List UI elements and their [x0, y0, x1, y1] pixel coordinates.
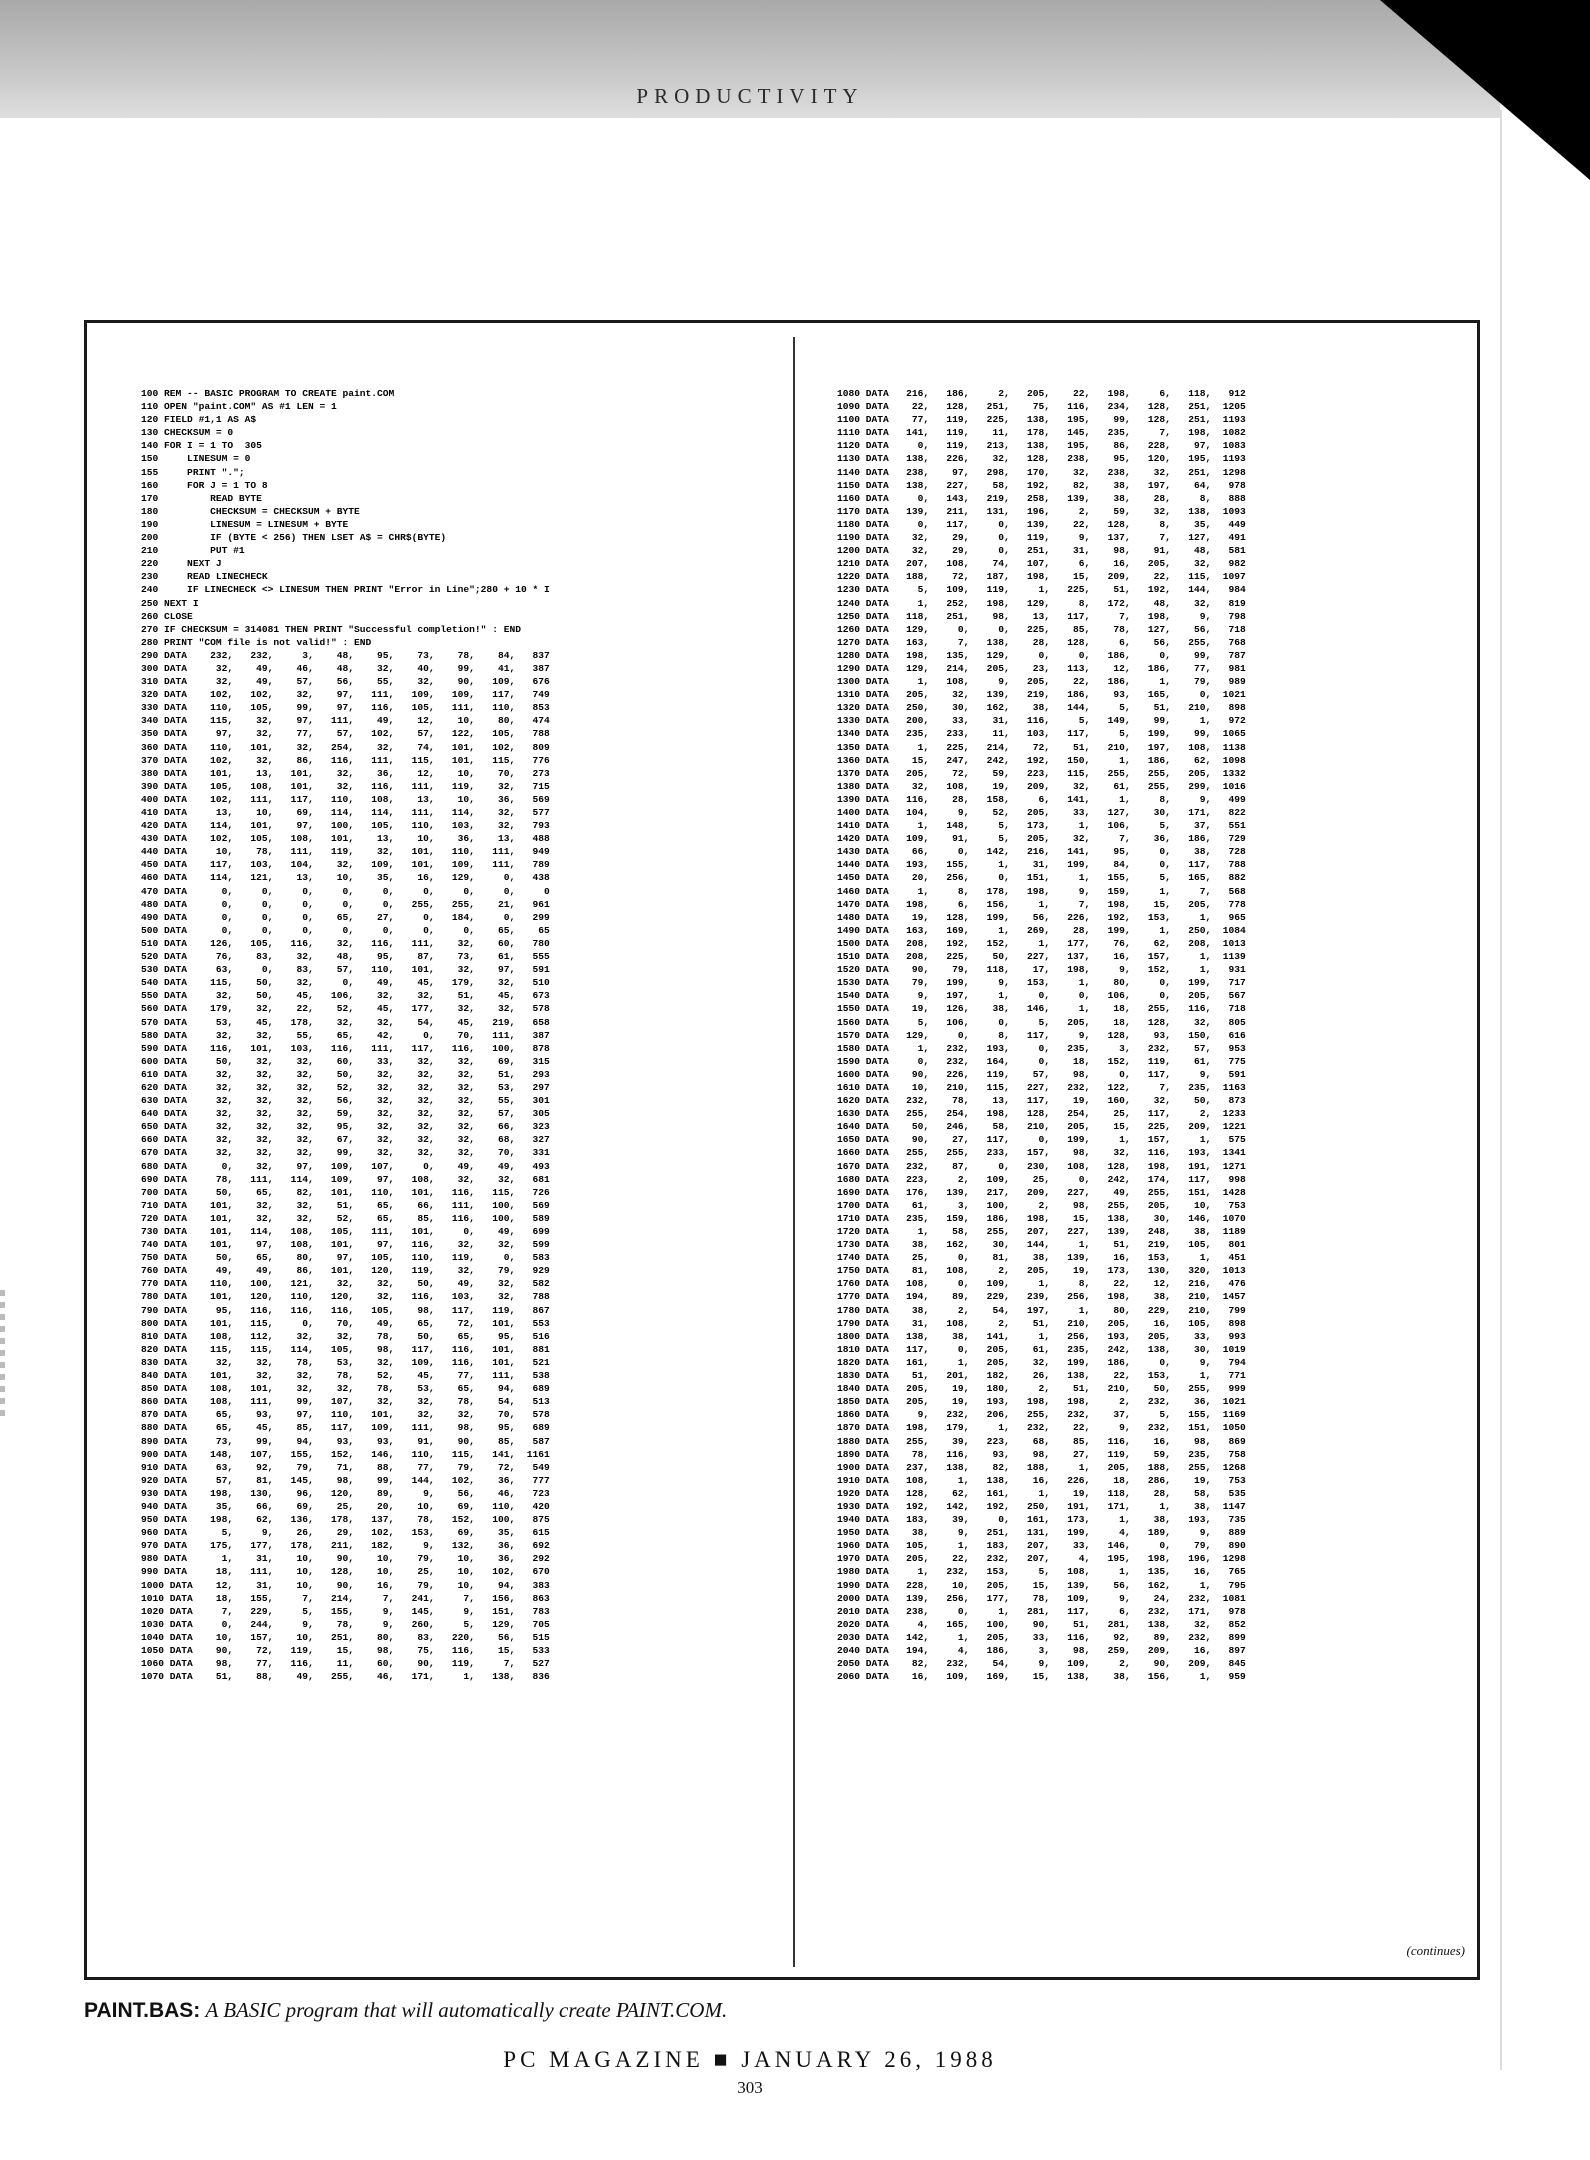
code-line: 2030 DATA 142, 1, 205, 33, 116, 92, 89, 232, 899	[837, 1631, 1246, 1643]
code-line: 580 DATA 32, 32, 55, 65, 42, 0, 70, 111, 387	[141, 1029, 550, 1041]
code-line: 1440 DATA 193, 155, 1, 31, 199, 84, 0, 117, 788	[837, 859, 1246, 871]
code-line: 1690 DATA 176, 139, 217, 209, 227, 49, 255, 151, 1428	[837, 1186, 1246, 1198]
code-line: 380 DATA 101, 13, 101, 32, 36, 12, 10, 70, 273	[141, 767, 550, 779]
code-line: 1760 DATA 108, 0, 109, 1, 8, 22, 12, 216, 476	[837, 1278, 1246, 1290]
code-line: 590 DATA 116, 101, 103, 116, 111, 117, 116, 100, 878	[141, 1042, 550, 1054]
code-line: 670 DATA 32, 32, 32, 99, 32, 32, 32, 70, 331	[141, 1147, 550, 1159]
code-line: 1890 DATA 78, 116, 93, 98, 27, 119, 59, 235, 758	[837, 1448, 1246, 1460]
code-line: 160 FOR J = 1 TO 8	[141, 479, 268, 491]
code-line: 2020 DATA 4, 165, 100, 90, 51, 281, 138, 32, 852	[837, 1618, 1246, 1630]
code-line: 110 OPEN "paint.COM" AS #1 LEN = 1	[141, 401, 337, 413]
code-line: 960 DATA 5, 9, 26, 29, 102, 153, 69, 35, 615	[141, 1527, 550, 1539]
code-line: 1880 DATA 255, 39, 223, 68, 85, 116, 16, 98, 869	[837, 1435, 1246, 1447]
code-line: 1900 DATA 237, 138, 82, 188, 1, 205, 188, 255, 1268	[837, 1461, 1246, 1473]
code-line: 1240 DATA 1, 252, 198, 129, 8, 172, 48, 32, 819	[837, 597, 1246, 609]
code-line: 310 DATA 32, 49, 57, 56, 55, 32, 90, 109, 676	[141, 676, 550, 688]
code-line: 1170 DATA 139, 211, 131, 196, 2, 59, 32, 138, 1093	[837, 505, 1246, 517]
code-line: 990 DATA 18, 111, 10, 128, 10, 25, 10, 102, 670	[141, 1566, 550, 1578]
code-line: 750 DATA 50, 65, 80, 97, 105, 110, 119, 0, 583	[141, 1252, 550, 1264]
code-line: 450 DATA 117, 103, 104, 32, 109, 101, 109, 111, 789	[141, 859, 550, 871]
code-line: 570 DATA 53, 45, 178, 32, 32, 54, 45, 219, 658	[141, 1016, 550, 1028]
code-line: 1960 DATA 105, 1, 183, 207, 33, 146, 0, 79, 890	[837, 1540, 1246, 1552]
code-line: 240 IF LINECHECK <> LINESUM THEN PRINT "Error in Line";280 + 10 * I	[141, 584, 550, 596]
code-line: 1680 DATA 223, 2, 109, 25, 0, 242, 174, 117, 998	[837, 1173, 1246, 1185]
page-number: 303	[737, 2078, 763, 2097]
code-line: 1430 DATA 66, 0, 142, 216, 141, 95, 0, 38, 728	[837, 846, 1246, 858]
code-line: 1230 DATA 5, 109, 119, 1, 225, 51, 192, 144, 984	[837, 584, 1246, 596]
code-line: 530 DATA 63, 0, 83, 57, 110, 101, 32, 97, 591	[141, 964, 550, 976]
code-line: 140 FOR I = 1 TO 305	[141, 440, 262, 452]
code-line: 1090 DATA 22, 128, 251, 75, 116, 234, 128, 251, 1205	[837, 401, 1246, 413]
code-line: 1470 DATA 198, 6, 156, 1, 7, 198, 15, 205, 778	[837, 898, 1246, 910]
code-line: 940 DATA 35, 66, 69, 25, 20, 10, 69, 110, 420	[141, 1500, 550, 1512]
code-line: 1290 DATA 129, 214, 205, 23, 113, 12, 186, 77, 981	[837, 662, 1246, 674]
code-line: 1000 DATA 12, 31, 10, 90, 16, 79, 10, 94, 383	[141, 1579, 550, 1591]
code-line: 1540 DATA 9, 197, 1, 0, 0, 106, 0, 205, 567	[837, 990, 1246, 1002]
code-line: 430 DATA 102, 105, 108, 101, 13, 10, 36, 13, 488	[141, 833, 550, 845]
code-line: 1930 DATA 192, 142, 192, 250, 191, 171, 1, 38, 1147	[837, 1500, 1246, 1512]
code-line: 280 PRINT "COM file is not valid!" : END	[141, 636, 372, 648]
code-line: 1220 DATA 188, 72, 187, 198, 15, 209, 22, 115, 1097	[837, 571, 1246, 583]
corner-tab	[1380, 0, 1590, 180]
code-line: 1350 DATA 1, 225, 214, 72, 51, 210, 197, 108, 1138	[837, 741, 1246, 753]
code-line: 840 DATA 101, 32, 32, 78, 52, 45, 77, 111, 538	[141, 1370, 550, 1382]
code-line: 1740 DATA 25, 0, 81, 38, 139, 16, 153, 1, 451	[837, 1252, 1246, 1264]
code-line: 155 PRINT ".";	[141, 466, 245, 478]
code-line: 410 DATA 13, 10, 69, 114, 114, 111, 114, 32, 577	[141, 807, 550, 818]
code-line: 1660 DATA 255, 255, 233, 157, 98, 32, 116, 193, 1341	[837, 1147, 1246, 1159]
code-line: 1730 DATA 38, 162, 30, 144, 1, 51, 219, 105, 801	[837, 1239, 1246, 1251]
code-line: 730 DATA 101, 114, 108, 105, 111, 101, 0, 49, 699	[141, 1226, 550, 1237]
code-line: 2060 DATA 16, 109, 169, 15, 138, 38, 156, 1, 959	[837, 1671, 1246, 1683]
code-line: 1390 DATA 116, 28, 158, 6, 141, 1, 8, 9, 499	[837, 793, 1246, 805]
listing-column-right	[837, 387, 1246, 1683]
code-line: 1950 DATA 38, 9, 251, 131, 199, 4, 189, 9, 889	[837, 1527, 1246, 1539]
code-line: 1610 DATA 10, 210, 115, 227, 232, 122, 7, 235, 1163	[837, 1081, 1246, 1093]
code-line: 890 DATA 73, 99, 94, 93, 93, 91, 90, 85, 587	[141, 1435, 550, 1447]
code-line: 470 DATA 0, 0, 0, 0, 0, 0, 0, 0, 0	[141, 885, 550, 897]
code-line: 720 DATA 101, 32, 32, 52, 65, 85, 116, 100, 589	[141, 1212, 550, 1224]
code-line: 1640 DATA 50, 246, 58, 210, 205, 15, 225, 209, 1221	[837, 1121, 1246, 1133]
section-label: PRODUCTIVITY	[636, 84, 864, 108]
code-line: 1970 DATA 205, 22, 232, 207, 4, 195, 198, 196, 1298	[837, 1553, 1246, 1565]
code-line: 1080 DATA 216, 186, 2, 205, 22, 198, 6, 118, 912	[837, 388, 1246, 399]
code-line: 490 DATA 0, 0, 0, 65, 27, 0, 184, 0, 299	[141, 911, 550, 923]
code-line: 260 CLOSE	[141, 610, 193, 622]
code-line: 1780 DATA 38, 2, 54, 197, 1, 80, 229, 210, 799	[837, 1304, 1246, 1316]
code-line: 1160 DATA 0, 143, 219, 258, 139, 38, 28, 8, 888	[837, 492, 1246, 504]
code-line: 1130 DATA 138, 226, 32, 128, 238, 95, 120, 195, 1193	[837, 453, 1246, 465]
code-line: 910 DATA 63, 92, 79, 71, 88, 77, 79, 72, 549	[141, 1461, 550, 1473]
code-line: 1270 DATA 163, 7, 138, 28, 128, 6, 56, 255, 768	[837, 636, 1246, 648]
code-line: 1010 DATA 18, 155, 7, 214, 7, 241, 7, 156, 863	[141, 1592, 550, 1604]
code-line: 1040 DATA 10, 157, 10, 251, 80, 83, 220, 56, 515	[141, 1631, 550, 1643]
code-line: 1150 DATA 138, 227, 58, 192, 82, 38, 197, 64, 978	[837, 479, 1246, 491]
code-line: 610 DATA 32, 32, 32, 50, 32, 32, 32, 51, 293	[141, 1068, 550, 1080]
code-line: 760 DATA 49, 49, 86, 101, 120, 119, 32, 79, 929	[141, 1265, 550, 1277]
code-line: 540 DATA 115, 50, 32, 0, 49, 45, 179, 32, 510	[141, 977, 550, 989]
code-line: 1380 DATA 32, 108, 19, 209, 32, 61, 255, 299, 1016	[837, 780, 1246, 792]
code-line: 850 DATA 108, 101, 32, 32, 78, 53, 65, 94, 689	[141, 1383, 550, 1395]
code-line: 1770 DATA 194, 89, 229, 239, 256, 198, 38, 210, 1457	[837, 1291, 1246, 1303]
code-line: 1800 DATA 138, 38, 141, 1, 256, 193, 205, 33, 993	[837, 1330, 1246, 1342]
code-line: 1570 DATA 129, 0, 8, 117, 9, 128, 93, 150, 616	[837, 1029, 1246, 1041]
code-line: 790 DATA 95, 116, 116, 116, 105, 98, 117, 119, 867	[141, 1304, 550, 1316]
code-line: 1850 DATA 205, 19, 193, 198, 198, 2, 232, 36, 1021	[837, 1396, 1246, 1408]
code-line: 400 DATA 102, 111, 117, 110, 108, 13, 10, 36, 569	[141, 793, 550, 805]
code-line: 290 DATA 232, 232, 3, 48, 95, 73, 78, 84, 837	[141, 649, 550, 661]
code-line: 1510 DATA 208, 225, 50, 227, 137, 16, 157, 1, 1139	[837, 951, 1246, 963]
code-line: 1410 DATA 1, 148, 5, 173, 1, 106, 5, 37, 551	[837, 820, 1246, 832]
code-line: 1060 DATA 98, 77, 116, 11, 60, 90, 119, 7, 527	[141, 1658, 550, 1670]
code-line: 1330 DATA 200, 33, 31, 116, 5, 149, 99, 1, 972	[837, 715, 1246, 727]
code-line: 510 DATA 126, 105, 116, 32, 116, 111, 32, 60, 780	[141, 937, 550, 949]
code-line: 550 DATA 32, 50, 45, 106, 32, 32, 51, 45, 673	[141, 990, 550, 1002]
code-line: 1920 DATA 128, 62, 161, 1, 19, 118, 28, 58, 535	[837, 1487, 1246, 1499]
code-line: 1370 DATA 205, 72, 59, 223, 115, 255, 255, 205, 1332	[837, 767, 1246, 779]
code-line: 900 DATA 148, 107, 155, 152, 146, 110, 115, 141, 1161	[141, 1448, 550, 1460]
code-line: 420 DATA 114, 101, 97, 100, 105, 110, 103, 32, 793	[141, 820, 550, 832]
page-edge-rule	[1500, 110, 1502, 2070]
code-line: 690 DATA 78, 111, 114, 109, 97, 108, 32, 32, 681	[141, 1173, 550, 1185]
code-line: 1300 DATA 1, 108, 9, 205, 22, 186, 1, 79, 989	[837, 676, 1246, 688]
code-line: 440 DATA 10, 78, 111, 119, 32, 101, 110, 111, 949	[141, 846, 550, 858]
listing-column-left	[141, 387, 550, 1683]
code-line: 740 DATA 101, 97, 108, 101, 97, 116, 32, 32, 599	[141, 1239, 550, 1251]
code-line: 1360 DATA 15, 247, 242, 192, 150, 1, 186, 62, 1098	[837, 754, 1246, 766]
program-listing-box	[84, 320, 1480, 1980]
code-line: 350 DATA 97, 32, 77, 57, 102, 57, 122, 105, 788	[141, 728, 550, 740]
code-line: 660 DATA 32, 32, 32, 67, 32, 32, 32, 68, 327	[141, 1134, 550, 1146]
code-line: 1940 DATA 183, 39, 0, 161, 173, 1, 38, 193, 735	[837, 1514, 1246, 1526]
code-line: 320 DATA 102, 102, 32, 97, 111, 109, 109, 117, 749	[141, 689, 550, 701]
code-line: 390 DATA 105, 108, 101, 32, 116, 111, 119, 32, 715	[141, 780, 550, 792]
caption-title: PAINT.BAS:	[84, 1999, 201, 2022]
code-line: 640 DATA 32, 32, 32, 59, 32, 32, 32, 57, 305	[141, 1108, 550, 1120]
code-line: 920 DATA 57, 81, 145, 98, 99, 144, 102, 36, 777	[141, 1474, 550, 1486]
code-line: 220 NEXT J	[141, 558, 222, 570]
code-line: 1530 DATA 79, 199, 9, 153, 1, 80, 0, 199, 717	[837, 977, 1246, 989]
code-line: 460 DATA 114, 121, 13, 10, 35, 16, 129, 0, 438	[141, 872, 550, 884]
code-line: 810 DATA 108, 112, 32, 32, 78, 50, 65, 95, 516	[141, 1330, 550, 1342]
code-line: 2010 DATA 238, 0, 1, 281, 117, 6, 232, 171, 978	[837, 1605, 1246, 1617]
code-line: 480 DATA 0, 0, 0, 0, 0, 255, 255, 21, 961	[141, 898, 550, 910]
code-line: 170 READ BYTE	[141, 492, 262, 504]
code-line: 1580 DATA 1, 232, 193, 0, 235, 3, 232, 57, 953	[837, 1042, 1246, 1054]
code-line: 1190 DATA 32, 29, 0, 119, 9, 137, 7, 127, 491	[837, 532, 1246, 544]
code-line: 1980 DATA 1, 232, 153, 5, 108, 1, 135, 16, 765	[837, 1566, 1246, 1578]
code-line: 210 PUT #1	[141, 545, 245, 557]
code-line: 1990 DATA 228, 10, 205, 15, 139, 56, 162, 1, 795	[837, 1579, 1246, 1591]
code-line: 1420 DATA 109, 91, 5, 205, 32, 7, 36, 186, 729	[837, 833, 1246, 845]
code-line: 980 DATA 1, 31, 10, 90, 10, 79, 10, 36, 292	[141, 1553, 550, 1565]
code-line: 300 DATA 32, 49, 46, 48, 32, 40, 99, 41, 387	[141, 662, 550, 674]
code-line: 680 DATA 0, 32, 97, 109, 107, 0, 49, 49, 493	[141, 1160, 550, 1172]
code-line: 200 IF (BYTE < 256) THEN LSET A$ = CHR$(BYTE)	[141, 532, 447, 544]
code-line: 180 CHECKSUM = CHECKSUM + BYTE	[141, 505, 360, 517]
code-line: 1650 DATA 90, 27, 117, 0, 199, 1, 157, 1, 575	[837, 1134, 1246, 1146]
code-line: 1860 DATA 9, 232, 206, 255, 232, 37, 5, 155, 1169	[837, 1409, 1246, 1421]
code-line: 1180 DATA 0, 117, 0, 139, 22, 128, 8, 35, 449	[837, 518, 1246, 530]
code-line: 1870 DATA 198, 179, 1, 232, 22, 9, 232, 151, 1050	[837, 1422, 1246, 1434]
code-line: 650 DATA 32, 32, 32, 95, 32, 32, 32, 66, 323	[141, 1121, 550, 1133]
column-divider	[793, 337, 795, 1967]
code-line: 2040 DATA 194, 4, 186, 3, 98, 259, 209, 16, 897	[837, 1645, 1246, 1656]
code-line: 710 DATA 101, 32, 32, 51, 65, 66, 111, 100, 569	[141, 1199, 550, 1211]
footer-magazine: PC MAGAZINE ■ JANUARY 26, 1988	[503, 2047, 997, 2072]
code-line: 1550 DATA 19, 126, 38, 146, 1, 18, 255, 116, 718	[837, 1003, 1246, 1015]
code-line: 630 DATA 32, 32, 32, 56, 32, 32, 32, 55, 301	[141, 1095, 550, 1107]
code-line: 1460 DATA 1, 8, 178, 198, 9, 159, 1, 7, 568	[837, 885, 1246, 897]
code-line: 1110 DATA 141, 119, 11, 178, 145, 235, 7, 198, 1082	[837, 427, 1246, 439]
code-line: 1250 DATA 118, 251, 98, 13, 117, 7, 198, 9, 798	[837, 610, 1246, 622]
code-line: 1450 DATA 20, 256, 0, 151, 1, 155, 5, 165, 882	[837, 872, 1246, 884]
code-line: 1700 DATA 61, 3, 100, 2, 98, 255, 205, 10, 753	[837, 1199, 1246, 1211]
code-line: 100 REM -- BASIC PROGRAM TO CREATE paint.COM	[141, 388, 395, 399]
caption-text: A BASIC program that will automatically create PAINT.COM.	[205, 1998, 728, 2022]
code-line: 250 NEXT I	[141, 597, 199, 609]
code-line: 870 DATA 65, 93, 97, 110, 101, 32, 32, 70, 578	[141, 1409, 550, 1421]
code-line: 1590 DATA 0, 232, 164, 0, 18, 152, 119, 61, 775	[837, 1055, 1246, 1067]
code-line: 230 READ LINECHECK	[141, 571, 268, 583]
figure-caption	[84, 1998, 727, 2023]
code-line: 620 DATA 32, 32, 32, 52, 32, 32, 32, 53, 297	[141, 1081, 550, 1093]
code-line: 370 DATA 102, 32, 86, 116, 111, 115, 101, 115, 776	[141, 754, 550, 766]
code-line: 1910 DATA 108, 1, 138, 16, 226, 18, 286, 19, 753	[837, 1474, 1246, 1486]
code-line: 1340 DATA 235, 233, 11, 103, 117, 5, 199, 99, 1065	[837, 728, 1246, 740]
code-line: 2000 DATA 139, 256, 177, 78, 109, 9, 24, 232, 1081	[837, 1592, 1246, 1604]
code-line: 1050 DATA 90, 72, 119, 15, 98, 75, 116, 15, 533	[141, 1645, 550, 1656]
code-line: 700 DATA 50, 65, 82, 101, 110, 101, 116, 115, 726	[141, 1186, 550, 1198]
code-line: 880 DATA 65, 45, 85, 117, 109, 111, 98, 95, 689	[141, 1422, 550, 1434]
code-line: 770 DATA 110, 100, 121, 32, 32, 50, 49, 32, 582	[141, 1278, 550, 1290]
code-line: 2050 DATA 82, 232, 54, 9, 109, 2, 90, 209, 845	[837, 1658, 1246, 1670]
code-line: 1830 DATA 51, 201, 182, 26, 138, 22, 153, 1, 771	[837, 1370, 1246, 1382]
code-line: 1670 DATA 232, 87, 0, 230, 108, 128, 198, 191, 1271	[837, 1160, 1246, 1172]
code-line: 600 DATA 50, 32, 32, 60, 33, 32, 32, 69, 315	[141, 1055, 550, 1067]
code-line: 930 DATA 198, 130, 96, 120, 89, 9, 56, 46, 723	[141, 1487, 550, 1499]
code-line: 820 DATA 115, 115, 114, 105, 98, 117, 116, 101, 881	[141, 1343, 550, 1355]
code-line: 1820 DATA 161, 1, 205, 32, 199, 186, 0, 9, 794	[837, 1356, 1246, 1368]
code-line: 1620 DATA 232, 78, 13, 117, 19, 160, 32, 50, 873	[837, 1095, 1246, 1107]
code-line: 1630 DATA 255, 254, 198, 128, 254, 25, 117, 2, 1233	[837, 1108, 1246, 1120]
code-line: 1840 DATA 205, 19, 180, 2, 51, 210, 50, 255, 999	[837, 1383, 1246, 1395]
code-line: 560 DATA 179, 32, 22, 52, 45, 177, 32, 32, 578	[141, 1003, 550, 1015]
code-line: 190 LINESUM = LINESUM + BYTE	[141, 518, 349, 530]
code-line: 340 DATA 115, 32, 97, 111, 49, 12, 10, 80, 474	[141, 715, 550, 727]
code-line: 500 DATA 0, 0, 0, 0, 0, 0, 0, 65, 65	[141, 924, 550, 936]
code-line: 1320 DATA 250, 30, 162, 38, 144, 5, 51, 210, 898	[837, 702, 1246, 714]
code-line: 780 DATA 101, 120, 110, 120, 32, 116, 103, 32, 788	[141, 1291, 550, 1303]
code-line: 1310 DATA 205, 32, 139, 219, 186, 93, 165, 0, 1021	[837, 689, 1246, 701]
continues-label: (continues)	[1406, 1943, 1465, 1958]
code-line: 1710 DATA 235, 159, 186, 198, 15, 138, 30, 146, 1070	[837, 1212, 1246, 1224]
code-line: 1750 DATA 81, 108, 2, 205, 19, 173, 130, 320, 1013	[837, 1265, 1246, 1277]
code-line: 360 DATA 110, 101, 32, 254, 32, 74, 101, 102, 809	[141, 741, 550, 753]
code-line: 1070 DATA 51, 88, 49, 255, 46, 171, 1, 138, 836	[141, 1671, 550, 1683]
code-line: 1490 DATA 163, 169, 1, 269, 28, 199, 1, 250, 1084	[837, 924, 1246, 936]
code-line: 1720 DATA 1, 58, 255, 207, 227, 139, 248, 38, 1189	[837, 1226, 1246, 1237]
code-line: 1200 DATA 32, 29, 0, 251, 31, 98, 91, 48, 581	[837, 545, 1246, 557]
code-line: 1140 DATA 238, 97, 298, 170, 32, 238, 32, 251, 1298	[837, 466, 1246, 478]
code-line: 1480 DATA 19, 128, 199, 56, 226, 192, 153, 1, 965	[837, 911, 1246, 923]
code-line: 950 DATA 198, 62, 136, 178, 137, 78, 152, 100, 875	[141, 1514, 550, 1526]
code-line: 1500 DATA 208, 192, 152, 1, 177, 76, 62, 208, 1013	[837, 937, 1246, 949]
code-line: 330 DATA 110, 105, 99, 97, 116, 105, 111, 110, 853	[141, 702, 550, 714]
code-line: 1810 DATA 117, 0, 205, 61, 235, 242, 138, 30, 1019	[837, 1343, 1246, 1355]
code-line: 1100 DATA 77, 119, 225, 138, 195, 99, 128, 251, 1193	[837, 414, 1246, 426]
code-line: 1560 DATA 5, 106, 0, 5, 205, 18, 128, 32, 805	[837, 1016, 1246, 1028]
code-line: 1400 DATA 104, 9, 52, 205, 33, 127, 30, 171, 822	[837, 807, 1246, 818]
code-line: 1790 DATA 31, 108, 2, 51, 210, 205, 16, 105, 898	[837, 1317, 1246, 1329]
code-line: 1020 DATA 7, 229, 5, 155, 9, 145, 9, 151, 783	[141, 1605, 550, 1617]
code-line: 520 DATA 76, 83, 32, 48, 95, 87, 73, 61, 555	[141, 951, 550, 963]
code-line: 800 DATA 101, 115, 0, 70, 49, 65, 72, 101, 553	[141, 1317, 550, 1329]
code-line: 970 DATA 175, 177, 178, 211, 182, 9, 132, 36, 692	[141, 1540, 550, 1552]
code-line: 1210 DATA 207, 108, 74, 107, 6, 16, 205, 32, 982	[837, 558, 1246, 570]
code-line: 1520 DATA 90, 79, 118, 17, 198, 9, 152, 1, 931	[837, 964, 1246, 976]
code-line: 130 CHECKSUM = 0	[141, 427, 234, 439]
code-line: 1600 DATA 90, 226, 119, 57, 98, 0, 117, 9, 591	[837, 1068, 1246, 1080]
binding-edge-mark	[0, 1290, 5, 1420]
code-line: 150 LINESUM = 0	[141, 453, 251, 465]
code-line: 1280 DATA 198, 135, 129, 0, 0, 186, 0, 99, 787	[837, 649, 1246, 661]
code-line: 1260 DATA 129, 0, 0, 225, 85, 78, 127, 56, 718	[837, 623, 1246, 635]
code-line: 270 IF CHECKSUM = 314081 THEN PRINT "Successful completion!" : END	[141, 623, 521, 635]
code-line: 1030 DATA 0, 244, 9, 78, 9, 260, 5, 129, 705	[141, 1618, 550, 1630]
code-line: 1120 DATA 0, 119, 213, 138, 195, 86, 228, 97, 1083	[837, 440, 1246, 452]
code-line: 830 DATA 32, 32, 78, 53, 32, 109, 116, 101, 521	[141, 1356, 550, 1368]
code-line: 860 DATA 108, 111, 99, 107, 32, 32, 78, 54, 513	[141, 1396, 550, 1408]
code-line: 120 FIELD #1,1 AS A$	[141, 414, 257, 426]
